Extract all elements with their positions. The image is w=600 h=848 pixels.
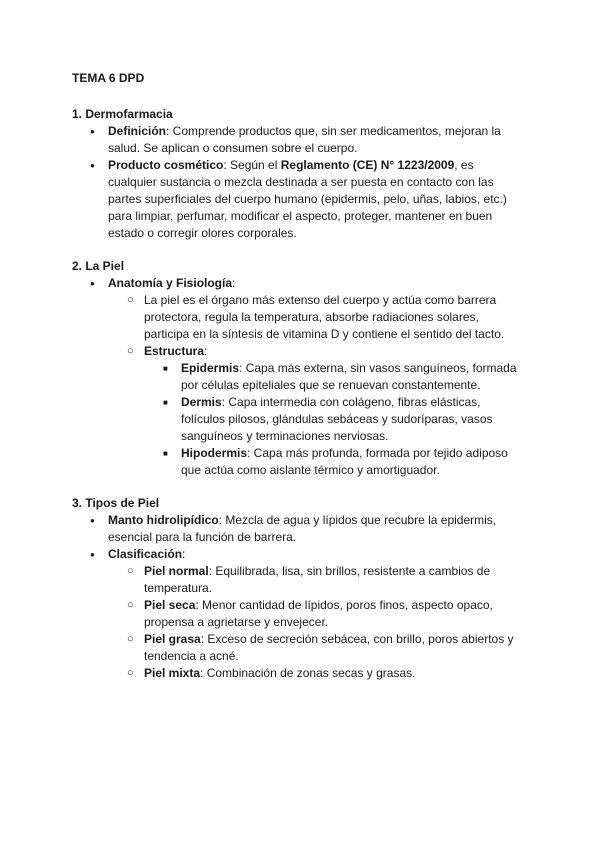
- text: : Según el: [223, 158, 281, 172]
- term: Piel grasa: [144, 632, 201, 646]
- text: : Capa más profunda, formada por tejido adiposo que actúa como aislante térmico y amortiguador.: [181, 446, 508, 477]
- text: : Capa intermedia con colágeno, fibras elásticas, folículos pilosos, glándulas sebáceas y sudoríparas, vasos sanguíneos y terminaciones nerviosas.: [181, 395, 493, 443]
- text: : Menor cantidad de lípidos, poros finos, aspecto opaco, propensa a agrietarse y envejecer.: [144, 598, 493, 629]
- text: : Comprende productos que, sin ser medicamentos, mejoran la salud. Se aplican o consumen sobre el cuerpo.: [108, 124, 501, 155]
- text: : Exceso de secreción sebácea, con brillo, poros abiertos y tendencia a acné.: [144, 632, 514, 663]
- document-title: TEMA 6 DPD: [72, 71, 145, 85]
- section-heading: 2. La Piel: [72, 259, 125, 273]
- document-page: [72, 70, 522, 698]
- term: Manto hidrolipídico: [108, 513, 219, 527]
- term: Piel normal: [144, 564, 209, 578]
- section-la-piel: [72, 258, 522, 479]
- list-item-clasificacion: [72, 546, 522, 563]
- list-item-piel-mixta: [72, 665, 522, 682]
- text: : Capa más externa, sin vasos sanguíneos, formada por células epiteliales que se renuevan constantemente.: [181, 361, 517, 392]
- text: , es cualquier sustancia o mezcla destinada a ser puesta en contacto con las partes superficiales del cuerpo humano (epidermis, pelo, uñas, labios, etc.) para limpiar, perfumar, modificar el aspecto, proteger, mantener en buen estado o corregir olores corporales.: [108, 158, 507, 240]
- term: Producto cosmético: [108, 158, 224, 172]
- bullet-list: [72, 123, 522, 242]
- list-item-manto: [72, 512, 522, 546]
- term: Definición: [108, 124, 167, 138]
- section-heading: 3. Tipos de Piel: [72, 496, 160, 510]
- regulation-ref: Reglamento (CE) N° 1223/2009: [280, 158, 455, 172]
- list-item-estructura: [72, 343, 522, 360]
- term: Estructura: [144, 344, 205, 358]
- list-item-anatomia: [72, 275, 522, 292]
- text: : Mezcla de agua y lípidos que recubre la epidermis, esencial para la función de barrera.: [108, 513, 497, 544]
- list-item-piel-grasa: [72, 631, 522, 665]
- list-item-piel-seca: [72, 597, 522, 631]
- list-item-definicion: [72, 123, 522, 157]
- section-heading: 1. Dermofarmacia: [72, 107, 173, 121]
- section-dermofarmacia: [72, 106, 522, 242]
- term: Piel seca: [144, 598, 196, 612]
- list-item-producto-cosmetico: [72, 157, 522, 242]
- list-item-piel-normal: [72, 563, 522, 597]
- bullet-list: [72, 512, 522, 682]
- term: Piel mixta: [144, 666, 201, 680]
- text: :: [232, 276, 236, 290]
- term: Epidermis: [181, 361, 240, 375]
- list-item-epidermis: [72, 360, 522, 394]
- list-item-hipodermis: [72, 445, 522, 479]
- term: Anatomía y Fisiología: [108, 276, 233, 290]
- list-item-anatomia-desc: [72, 292, 522, 343]
- section-tipos-de-piel: [72, 495, 522, 682]
- term: Hipodermis: [181, 446, 248, 460]
- text: :: [204, 344, 208, 358]
- term: Clasificación: [108, 547, 183, 561]
- text: :: [182, 547, 186, 561]
- text: La piel es el órgano más extenso del cuerpo y actúa como barrera protectora, regula la temperatura, absorbe radiaciones solares, participa en la síntesis de vitamina D y contiene el sentido del tacto.: [144, 293, 505, 341]
- bullet-list: [72, 275, 522, 479]
- term: Dermis: [181, 395, 222, 409]
- text: : Equilibrada, lisa, sin brillos, resistente a cambios de temperatura.: [144, 564, 491, 595]
- text: : Combinación de zonas secas y grasas.: [200, 666, 416, 680]
- list-item-dermis: [72, 394, 522, 445]
